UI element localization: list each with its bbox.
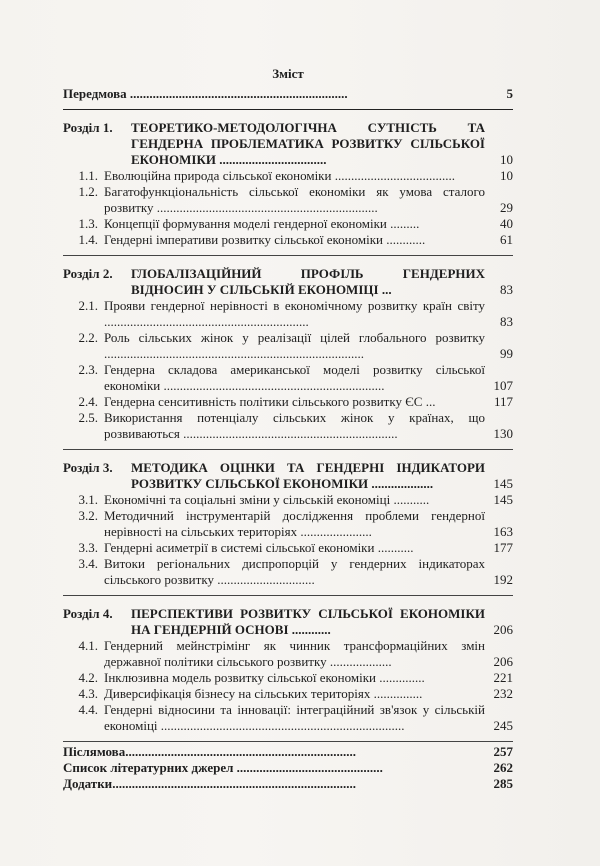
section-text: Гендерна сенситивність політики сільського розвитку ЄС [104,394,423,409]
section-2-1 [63,298,513,330]
section-4-1 [63,638,513,670]
section-number: 1.2. [78,184,98,199]
divider [63,109,513,110]
section-number: 3.2. [78,508,98,523]
entry-label: Передмова [63,86,127,101]
divider [63,595,513,596]
section-page: 206 [493,654,513,669]
chapter-label: Розділ 3. [63,460,113,475]
section-dots: ............................................................... [104,314,309,329]
divider [63,449,513,450]
section-dots: ......... [390,216,420,231]
chapter-dots: ... [381,282,392,297]
section-3-3 [63,540,513,556]
chapter-3 [63,460,513,492]
section-text: Концепції формування моделі гендерної економіки [104,216,387,231]
section-number: 1.1. [78,168,98,183]
section-page: 245 [493,718,513,733]
section-number: 2.3. [78,362,98,377]
toc-entry-references [63,760,513,776]
section-text: Інклюзивна модель розвитку сільської економіки [104,670,376,685]
section-number: 2.4. [78,394,98,409]
section-dots: ............ [386,232,426,247]
entry-dots: ........................................................................... [112,776,356,791]
section-text: Гендерні імперативи розвитку сільської економіки [104,232,383,247]
section-text: Використання потенціалу сільських жінок у країнах, що розвиваються [104,410,485,441]
chapter-page: 83 [500,282,513,297]
section-text: Прояви гендерної нерівності в економічному розвитку країн світу [104,298,485,313]
section-text: Методичний інструментарій дослідження проблеми гендерної нерівності на сільських територіях [104,508,485,539]
entry-dots: ................................................................... [129,86,348,101]
section-dots: .................................................................. [183,426,398,441]
toc-entry-appendices [63,776,513,792]
section-4-2 [63,670,513,686]
section-page: 40 [500,216,513,231]
section-text: Еволюційна природа сільської економіки [104,168,332,183]
section-text: Гендерна складова американської моделі розвитку сільської економіки [104,362,485,393]
chapter-dots: ............ [291,622,331,637]
toc-entry-preface [63,86,513,102]
section-dots: ........................................................................... [160,718,405,733]
section-number: 2.1. [78,298,98,313]
entry-page: 262 [493,760,513,775]
entry-label: Післямова [63,744,126,759]
section-dots: .................................................................... [156,200,378,215]
section-number: 1.4. [78,232,98,247]
entry-dots: ....................................................................... [125,744,356,759]
entry-page: 285 [493,776,513,791]
section-dots: .............................. [217,572,315,587]
chapter-title: ПЕРСПЕКТИВИ РОЗВИТКУ СІЛЬСЬКОЇ ЕКОНОМІКИ НА ГЕНДЕРНІЙ ОСНОВІ [131,606,485,637]
chapter-title: ТЕОРЕТИКО-МЕТОДОЛОГІЧНА СУТНІСТЬ ТА ГЕНДЕРНА ПРОБЛЕМАТИКА РОЗВИТКУ СІЛЬСЬКОЇ ЕКОНОМІКИ [131,120,485,167]
section-text: Диверсифікація бізнесу на сільських територіях [104,686,371,701]
section-dots: .............. [379,670,425,685]
section-dots: ................... [329,654,392,669]
section-2-5 [63,410,513,442]
section-text: Гендерний мейнстрімінг як чинник трансформаційних змін державної політики сільського розвитку [104,638,485,669]
section-dots: ... [425,394,436,409]
section-2-4 [63,394,513,410]
section-page: 107 [493,378,513,393]
section-dots: ..................................... [334,168,455,183]
chapter-label: Розділ 4. [63,606,113,621]
section-2-3 [63,362,513,394]
chapter-4 [63,606,513,638]
section-3-1 [63,492,513,508]
chapter-page: 145 [493,476,513,491]
section-1-3 [63,216,513,232]
section-page: 83 [500,314,513,329]
chapter-page: 10 [500,152,513,167]
chapter-1 [63,120,513,168]
section-page: 232 [493,686,513,701]
toc-entry-afterword [63,744,513,760]
section-page: 130 [493,426,513,441]
section-dots: ................................................................................ [104,346,364,361]
section-number: 3.1. [78,492,98,507]
section-3-2 [63,508,513,540]
section-number: 3.3. [78,540,98,555]
entry-page: 257 [493,744,513,759]
section-number: 4.4. [78,702,98,717]
section-number: 4.2. [78,670,98,685]
section-page: 177 [493,540,513,555]
chapter-2 [63,266,513,298]
section-page: 221 [493,670,513,685]
section-dots: ............... [373,686,423,701]
section-page: 192 [493,572,513,587]
chapter-label: Розділ 2. [63,266,113,281]
chapter-title: МЕТОДИКА ОЦІНКИ ТА ГЕНДЕРНІ ІНДИКАТОРИ РОЗВИТКУ СІЛЬСЬКОЇ ЕКОНОМІКИ [131,460,485,491]
section-number: 4.1. [78,638,98,653]
section-number: 2.2. [78,330,98,345]
section-4-3 [63,686,513,702]
entry-dots: ............................................. [236,760,383,775]
section-page: 163 [493,524,513,539]
entry-label: Список літературних джерел [63,760,234,775]
section-4-4 [63,702,513,734]
section-page: 145 [493,492,513,507]
entry-page: 5 [506,86,513,101]
section-number: 3.4. [78,556,98,571]
section-text: Роль сільських жінок у реалізації цілей глобального розвитку [104,330,485,345]
section-text: Багатофункціональність сільської економіки як умова сталого розвитку [104,184,485,215]
section-text: Гендерні відносини та інновації: інтеграційний зв'язок у сільській економіці [104,702,485,733]
section-text: Витоки регіональних диспропорцій у гендерних індикаторах сільського розвитку [104,556,485,587]
section-text: Гендерні асиметрії в системі сільської економіки [104,540,375,555]
section-2-2 [63,330,513,362]
chapter-dots: ................................. [219,152,327,167]
section-page: 61 [500,232,513,247]
chapter-page: 206 [493,622,513,637]
section-page: 29 [500,200,513,215]
section-page: 117 [493,394,513,409]
entry-label: Додатки [63,776,113,791]
chapter-label: Розділ 1. [63,120,113,135]
section-dots: ...................... [300,524,372,539]
section-3-4 [63,556,513,588]
divider [63,255,513,256]
section-page: 10 [500,168,513,183]
section-dots: ........... [393,492,430,507]
table-of-contents [63,66,513,792]
chapter-title: ГЛОБАЛІЗАЦІЙНИЙ ПРОФІЛЬ ГЕНДЕРНИХ ВІДНОСИН У СІЛЬСЬКІЙ ЕКОНОМІЦІ [131,266,485,297]
toc-title: Зміст [272,66,304,81]
section-number: 2.5. [78,410,98,425]
section-dots: ........... [377,540,414,555]
section-1-2 [63,184,513,216]
section-1-4 [63,232,513,248]
section-page: 99 [500,346,513,361]
section-text: Економічні та соціальні зміни у сільській економіці [104,492,391,507]
section-number: 4.3. [78,686,98,701]
section-dots: .................................................................... [163,378,385,393]
section-1-1 [63,168,513,184]
section-number: 1.3. [78,216,98,231]
chapter-dots: ................... [371,476,434,491]
